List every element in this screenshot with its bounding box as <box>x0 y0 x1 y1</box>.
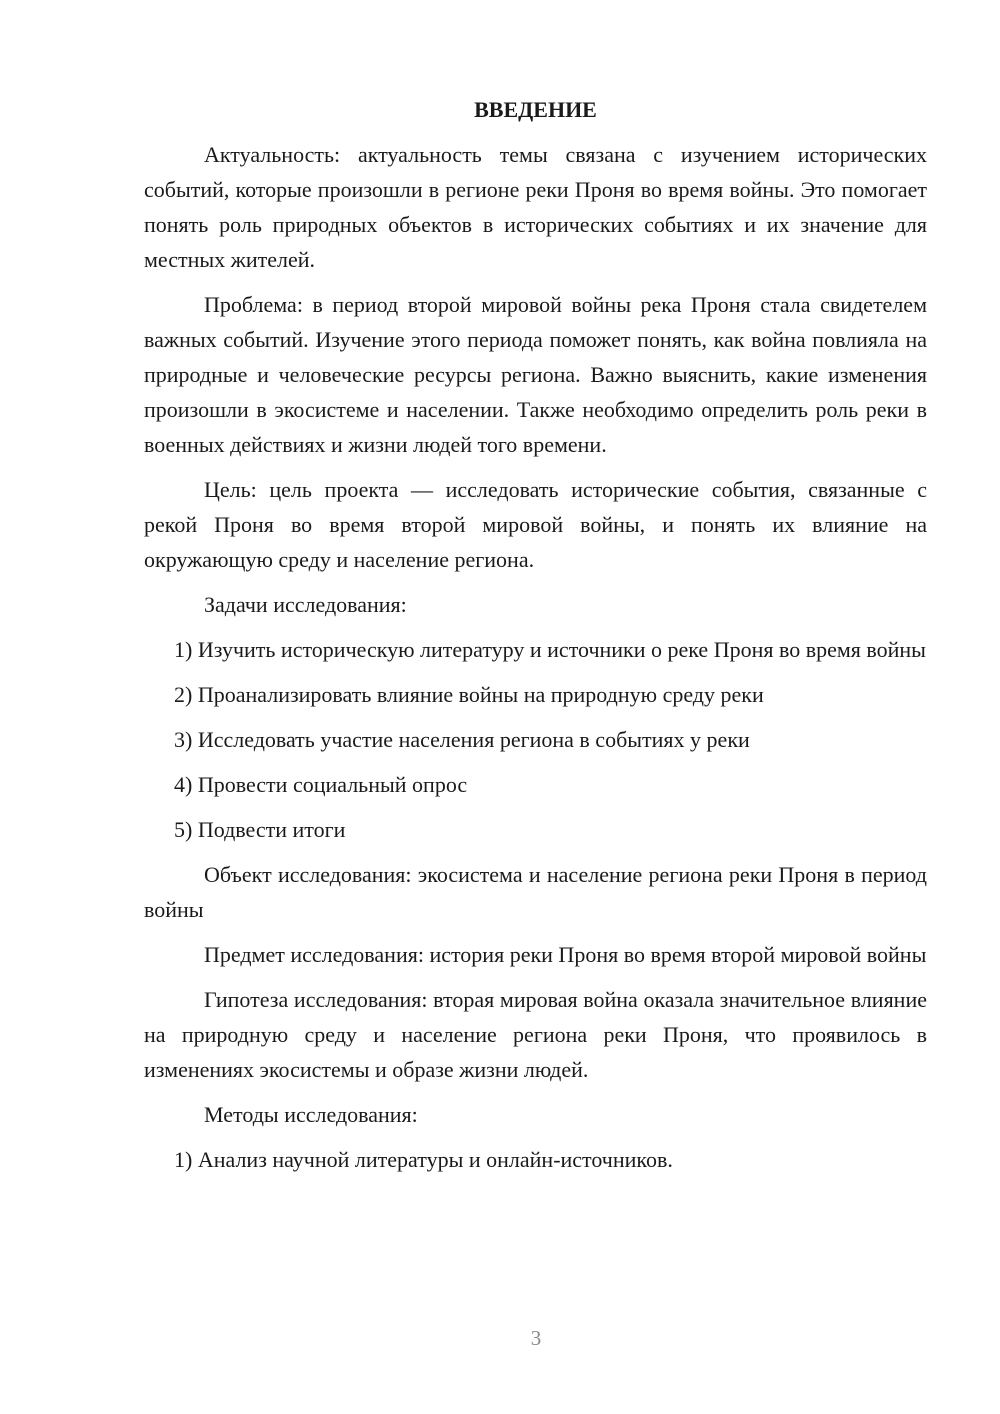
relevance-paragraph: Актуальность: актуальность темы связана с изучением исторических событий, которые произошли в регионе реки Проня во время войны. Это помогает понять роль природных объектов в исторических событиях и их значение для местных жителей. <box>144 142 927 272</box>
hypothesis-paragraph: Гипотеза исследования: вторая мировая война оказала значительное влияние на природную среду и население региона реки Проня, что проявилось в изменениях экосистемы и образе жизни людей. <box>144 987 927 1082</box>
task-item-1: 1) Изучить историческую литературу и источники о реке Проня во время войны <box>174 637 926 662</box>
task-item-2: 2) Проанализировать влияние войны на природную среду реки <box>174 682 764 707</box>
section-heading: ВВЕДЕНИЕ <box>474 97 597 122</box>
subject-paragraph: Предмет исследования: история реки Проня во время второй мировой войны <box>204 942 927 967</box>
problem-paragraph: Проблема: в период второй мировой войны река Проня стала свидетелем важных событий. Изучение этого периода поможет понять, как война повлияла на природные и человеческие ресурсы региона. Важно выяснить, какие изменения произошли в экосистеме и населении. Также необходимо определить роль реки в военных действиях и жизни людей того времени. <box>144 292 927 457</box>
goal-paragraph: Цель: цель проекта — исследовать исторические события, связанные с рекой Проня во время второй мировой войны, и понять их влияние на окружающую среду и население региона. <box>144 477 927 572</box>
task-item-5: 5) Подвести итоги <box>174 817 346 842</box>
method-item-1: 1) Анализ научной литературы и онлайн-источников. <box>174 1147 673 1172</box>
task-item-4: 4) Провести социальный опрос <box>174 772 468 797</box>
object-paragraph: Объект исследования: экосистема и население региона реки Проня в период войны <box>144 862 927 922</box>
page-number: 3 <box>530 1326 542 1350</box>
document-body <box>144 92 927 1187</box>
tasks-title: Задачи исследования: <box>204 592 407 617</box>
task-item-3: 3) Исследовать участие населения региона в событиях у реки <box>174 727 750 752</box>
methods-title: Методы исследования: <box>204 1102 418 1127</box>
